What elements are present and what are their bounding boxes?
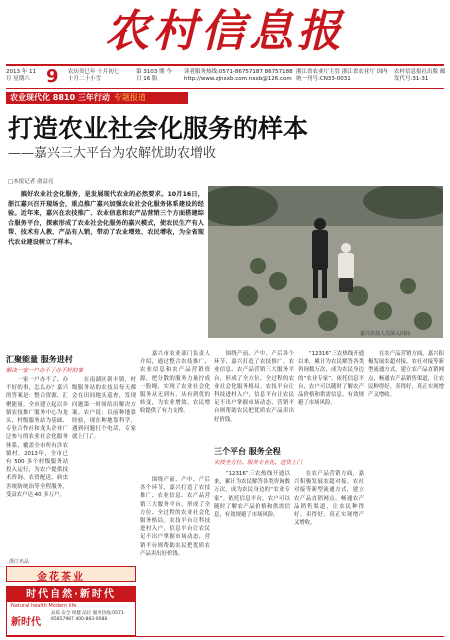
- article-column-1: 一家一户办不了、办不好的事，怎么办？嘉兴的答案是：整合资源、汇聚能量。全市建立起以乡镇农技推广服务中心为龙头、村级服务站为基础、专业合作社和龙头企业广泛参与的农业社会化服务体系，覆盖全市所有涉农镇村。2013年，全市已有 500 多个村级服务站投入运行，为农户提供技术咨询、农资配送、病虫害统防统治等全程服务，受益农户达 40 多万户。: [6, 377, 68, 498]
- section-strip: [6, 92, 188, 104]
- lunar-date: 农历癸巳年 十月初七 十月二十小雪: [68, 69, 120, 82]
- advert-health-body: 品质 安全 保健 品位 服务热线:0571-85857987 400-883-0088: [51, 611, 126, 622]
- advert-tea-label: 浙江名品: [9, 559, 30, 565]
- advert-health-slogan: Natural health Modern life: [11, 603, 77, 609]
- footer-divider: [6, 636, 444, 637]
- issue-day: 9: [46, 66, 59, 87]
- advert-health-head: 时代自然·新时代: [7, 587, 135, 602]
- contact-info: 读者服务热线:0571-86757187 86757188 http://www.zjnxxb.com nxxb@126.com: [184, 69, 293, 82]
- postal-code: 农村信息报社出版 邮发代号:31-31: [394, 69, 446, 82]
- advert-health[interactable]: [6, 586, 136, 636]
- article-column-6: 围绕产前、产中、产后各个环节，嘉兴打造了农技推广、农业信息、农产品营销三大服务平台，形成了全方位、全过程的农业社会化服务格局。农技平台让科技进村入户，信息平台让农民足不出户掌握市场动态，营销平台则帮助农民把优质农产品卖出好价钱。: [140, 477, 210, 557]
- lead-paragraph: 搞好农业社会化服务，是发展现代农业的必然要求。10月16日，浙江嘉兴召开现场会，重点推广嘉兴加强农业社会化服务体系建设的经验。近年来，嘉兴在农技推广、农业信息和农产品营销三个方面搭建综合服务平台，探索形成了农业社会化服务的嘉兴模式，使农民生产有人帮、技术有人教、产品有人销，带动了农业增效、农民增收，为全省现代农业建设树立了样本。: [8, 191, 204, 246]
- byline: □本报记者 俞益亮: [8, 179, 54, 185]
- article-column-4: 围绕产前、产中、产后各个环节，嘉兴打造了农技推广、农业信息、农产品营销三大服务平台，形成了全方位、全过程的农业社会化服务格局。农技平台让科技进村入户，信息平台让农民足不出户掌握市场动态，营销平台则帮助农民把优质农产品卖出好价钱。: [214, 351, 294, 423]
- publication-cn: 浙江省农业厅主管 浙江省农业厅 国内统一刊号:CN33-0031: [296, 69, 388, 82]
- section-heading-2: 三个平台 服务全程: [214, 447, 281, 456]
- newspaper-title: 农村信息报: [105, 6, 345, 57]
- issue-number: 第 3103 期 今日 16 版: [136, 69, 172, 82]
- info-bar: [6, 67, 444, 89]
- masthead: [0, 0, 450, 66]
- article-column-8: 在农产品营销方面，嘉兴积极发展农超对接、农社对接等新型流通方式，建立农产品直销网点，畅通农产品销售渠道，让农民种得好、卖得好，真正实现增产又增收。: [294, 471, 364, 527]
- article-column-5: “12316”三农热线开通以来，累计为农民解答各类咨询数万次，成为农民身边的“农业专家”。依托信息平台，农户可以随时了解农产品价格和供需信息，有效规避了市场风险。: [298, 351, 364, 407]
- headline: 打造农业社会化服务的样本: [8, 114, 309, 143]
- section-heading-1: 汇聚能量 服务进村: [6, 355, 73, 364]
- section-label: 农业现代化 8810 三年行动: [10, 93, 110, 102]
- field-photo-image: [208, 186, 443, 338]
- field-photo: [208, 186, 443, 338]
- advert-health-logo: 新时代: [11, 617, 41, 628]
- subheadline: ——嘉兴三大平台为农解忧助农增收: [8, 146, 217, 161]
- photo-caption: 嘉兴农技人员深入田间: [360, 331, 411, 337]
- article-column-7: “12316”三农热线开通以来，累计为农民解答各类咨询数万次，成为农民身边的“农业专家”。依托信息平台，农户可以随时了解农产品价格和供需信息，有效规避了市场风险。: [214, 471, 290, 519]
- section-tail: 专题报道: [113, 93, 146, 102]
- advert-tea-text: 金花茶业: [37, 572, 85, 583]
- issue-date: 2013 年 11 月 星期六: [6, 69, 36, 82]
- masthead-divider: [6, 64, 444, 66]
- advert-tea[interactable]: [6, 559, 136, 583]
- article-column-3: 嘉兴市农业部门负责人介绍，通过整合农技推广、农业信息和农产品营销资源，把分散的服务力量拧成一股绳，实现了农业社会化服务从无到有、从有到优的转变，为农业增效、农民增收提供了有力支撑。: [140, 351, 210, 415]
- section-subheading-2: 农技全方位、服务专业化、送货上门: [214, 460, 303, 466]
- article-column-9: 在农产品营销方面，嘉兴积极发展农超对接、农社对接等新型流通方式，建立农产品直销网点，畅通农产品销售渠道，让农民种得好、卖得好，真正实现增产又增收。: [368, 351, 444, 399]
- section-subheading-1: 解决一家一户办不了办不好的事: [6, 368, 84, 374]
- article-column-2: 在南湖区新丰镇，村级服务站的农技员每天都会在田间地头巡查，发现问题第一时间给出解决方案。农户说：以前种地靠经验，现在种地靠科学，遇到问题打个电话，专家就上门了。: [72, 377, 136, 441]
